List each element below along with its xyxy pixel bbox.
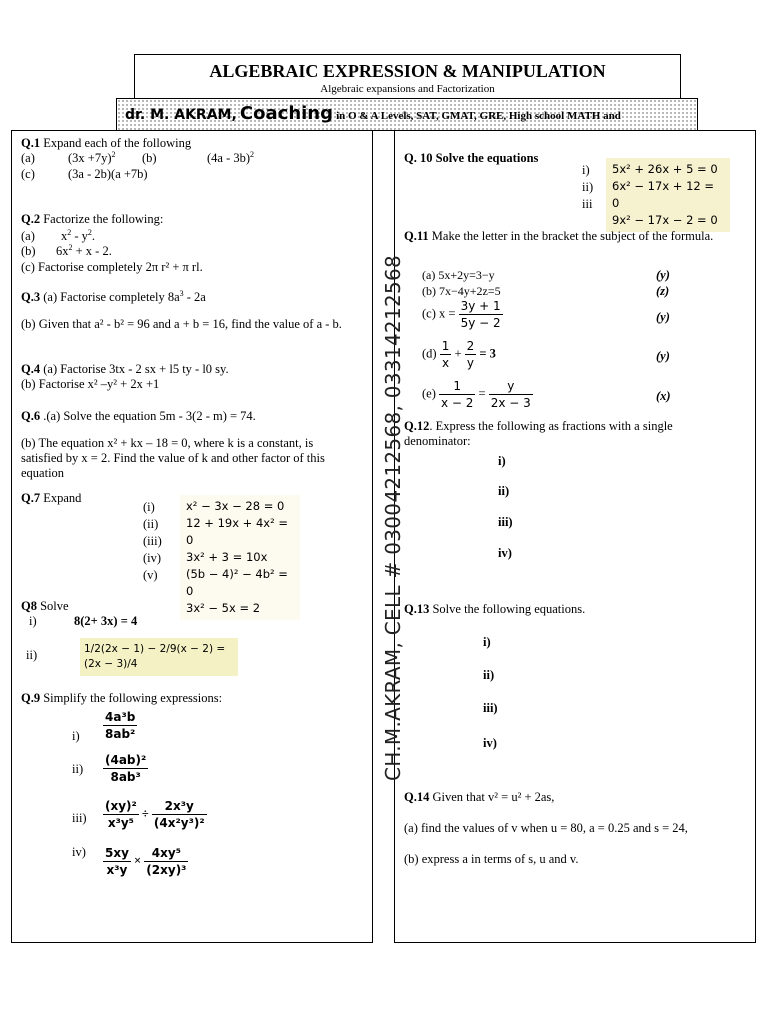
q2-c: (c) Factorise completely 2π r² + π rl. — [21, 260, 203, 274]
q10-equations — [606, 158, 730, 232]
q11-d-text: (d) — [422, 346, 440, 361]
q11-a-var: (y) — [656, 268, 670, 282]
q1-a-sup: 2 — [111, 149, 116, 159]
q2-b: $6x^2 + x - 2$. — [56, 242, 112, 258]
q13-item-iii: iii) — [483, 701, 498, 715]
q3-b: (b) Given that a² - b² = 96 and a + b = 16, find the value of a - b. — [21, 317, 342, 331]
q11-text: Make the letter in the bracket the subject of the formula. — [428, 229, 714, 243]
q10-item-label: iii — [582, 197, 593, 211]
q9-e4a-denominator: x³y — [106, 863, 128, 877]
q11-e-denominator-2: 2x − 3 — [490, 396, 531, 410]
question-10: Q. 10 Solve the equations — [404, 151, 539, 165]
q8-i: 8(2+ 3x) = 4 — [74, 614, 138, 628]
q10-equation: 5x² + 26x + 5 = 0 — [612, 162, 718, 176]
q11-d-denominator-2: y — [466, 356, 475, 370]
question-13 — [404, 602, 585, 617]
q7-item-label: (v) — [143, 568, 158, 582]
q11-c-var: (y) — [656, 310, 670, 324]
q2-b-label: (b) — [21, 244, 36, 258]
q14-label: Q.14 — [404, 790, 430, 804]
q11-e-numerator-2: y — [489, 378, 533, 395]
q7-item-label: (iii) — [143, 534, 162, 548]
page-title: ALGEBRAIC EXPRESSION & MANIPULATION — [209, 61, 606, 81]
q2-a: $x^2 - y^2$. — [61, 227, 96, 243]
coaching-label: Coaching — [239, 103, 333, 124]
q1-text: Expand each of the following — [40, 136, 192, 150]
q9-e4a-numerator: 5xy — [105, 846, 129, 860]
q14-b: (b) express a in terms of s, u and v. — [404, 852, 579, 866]
q11-c-denominator: 5y − 2 — [460, 316, 501, 330]
q13-text: Solve the following equations. — [429, 602, 586, 616]
q4-label: Q.4 — [21, 362, 41, 376]
q7-item-label: (ii) — [143, 517, 159, 531]
q9-expr-2 — [103, 752, 148, 785]
q6-b: (b) The equation x² + kx – 18 = 0, where k is a constant, is satisfied by x = 2. Find the value of k and other factor of this equation — [21, 436, 325, 480]
q11-a: (a) 5x+2y=3−y — [422, 268, 495, 282]
q9-e1-numerator: 4a³b — [105, 710, 136, 724]
q11-e-denominator-1: x − 2 — [441, 396, 474, 410]
q3-label: Q.3 — [21, 290, 41, 304]
q7-labels — [143, 499, 162, 584]
q12-item-iii: iii) — [498, 515, 513, 529]
question-14 — [404, 790, 554, 805]
q7-equation: 3x² − 5x = 2 — [186, 601, 261, 615]
q9-e1-denominator: 8ab² — [105, 727, 136, 741]
q11-d-operator: + — [454, 346, 462, 361]
q1-c-label: (c) — [21, 167, 35, 181]
q8-i-label: i) — [29, 614, 37, 628]
q7-equation: 3x² + 3 = 10x — [186, 550, 268, 564]
q12-item-iv: iv) — [498, 546, 512, 560]
q1-b — [207, 151, 254, 166]
q3-text2: - 2a — [183, 290, 206, 304]
question-3: Q.3 (a) Factorise completely $8a^3 - 2a$ — [21, 288, 206, 304]
q11-e-numerator-1: 1 — [439, 378, 475, 395]
q11-b-var: (z) — [656, 284, 670, 298]
q11-c — [422, 298, 503, 331]
q10-item-label: ii) — [582, 180, 594, 194]
q9-e2-numerator: (4ab)² — [105, 753, 147, 767]
q2-text: Factorize the following: — [40, 212, 164, 226]
q7-equation: 12 + 19x + 4x² = 0 — [186, 516, 288, 547]
q1-a-label: (a) — [21, 151, 35, 165]
q14-a: (a) find the values of v when u = 80, a = 0.25 and s = 24, — [404, 821, 688, 835]
q9-expr-3 — [103, 798, 207, 831]
q7-equation: x² − 3x − 28 = 0 — [186, 499, 285, 513]
q7-item-label: (iv) — [143, 551, 162, 565]
q11-e-operator: = — [478, 386, 486, 401]
question-6 — [21, 409, 361, 424]
q6-label: Q.6 — [21, 409, 41, 423]
q9-e2-denominator: 8ab³ — [110, 770, 141, 784]
q9-label: Q.9 — [21, 691, 41, 705]
q10-labels — [582, 162, 593, 213]
q9-e4-operator: × — [134, 853, 142, 868]
q11-c-numerator: 3y + 1 — [460, 299, 501, 313]
q1-b-label: (b) — [142, 151, 157, 165]
q14-text: Given that v² = u² + 2as, — [429, 790, 555, 804]
q8-text: Solve — [36, 599, 69, 613]
question-7 — [21, 491, 81, 506]
q12-label: Q.12 — [404, 419, 430, 433]
q10-item-label: i) — [582, 163, 590, 177]
q2-a-label: (a) — [21, 229, 35, 243]
q9-e4b-denominator: (2xy)³ — [146, 863, 187, 877]
q2-label: Q.2 — [21, 212, 41, 226]
q6-text: .(a) Solve the equation 5m - 3(2 - m) = 74. — [40, 409, 256, 423]
q11-d-numerator-2: 2 — [466, 339, 475, 353]
q8-label: Q8 — [21, 599, 37, 613]
q13-item-iv: iv) — [483, 736, 497, 750]
q9-iii-label: iii) — [72, 811, 87, 825]
q1-b-sup: 2 — [250, 149, 255, 159]
q9-iv-label: iv) — [72, 845, 86, 859]
q2-b-2: + x - 2. — [75, 244, 112, 258]
q9-e4b-numerator: 4xy⁵ — [144, 845, 188, 862]
q11-d-denominator-1: x — [441, 356, 450, 370]
q9-expr-1 — [103, 709, 137, 742]
q11-e-var: (x) — [656, 389, 671, 403]
q12-item-ii: ii) — [498, 484, 510, 498]
q9-text: Simplify the following expressions: — [40, 691, 223, 705]
q4-b: (b) Factorise x² –y² + 2x +1 — [21, 377, 160, 391]
q11-b: (b) 7x−4y+2z=5 — [422, 284, 501, 298]
q13-item-i: i) — [483, 635, 491, 649]
q1-b-text: (4a - 3b) — [207, 151, 251, 165]
q7-label: Q.7 — [21, 491, 41, 505]
question-8 — [21, 599, 69, 614]
q9-e3b-denominator: (4x²y³)² — [153, 816, 205, 830]
levels-text: in O & A Levels, SAT, GMAT, GRE, High school MATH and — [336, 110, 621, 122]
q11-e — [422, 378, 533, 411]
q12-text: . Express the following as fractions with a single denominator: — [404, 419, 673, 448]
q11-d-var: (y) — [656, 349, 670, 363]
side-contact-text: CH.M.AKRAM, CELL # 03004212568, 03314212568 — [381, 254, 405, 781]
q11-label: Q.11 — [404, 229, 429, 243]
q9-expr-4 — [103, 845, 188, 878]
q9-e3b-numerator: 2x³y — [152, 798, 207, 815]
page-subtitle: Algebraic expansions and Factorization — [320, 83, 495, 95]
question-2 — [21, 212, 163, 227]
coaching-banner — [116, 98, 698, 131]
q9-e3-operator: ÷ — [141, 806, 149, 821]
q12-item-i: i) — [498, 454, 506, 468]
q2-a-3: . — [91, 229, 96, 243]
q1-c: (3a - 2b)(a +7b) — [68, 167, 148, 181]
q9-i-label: i) — [72, 729, 80, 743]
q1-label: Q.1 — [21, 136, 41, 150]
q1-a-text: (3x +7y) — [68, 151, 112, 165]
q11-c-text: (c) x = — [422, 306, 459, 321]
question-1 — [21, 136, 361, 151]
q13-label: Q.13 — [404, 602, 430, 616]
question-12 — [404, 419, 734, 449]
q7-equations — [180, 495, 300, 620]
q11-d-numerator-1: 1 — [441, 339, 450, 353]
title-box — [134, 54, 681, 100]
q7-item-label: (i) — [143, 500, 155, 514]
q2-b-1: 6x — [56, 244, 69, 258]
q7-equation: (5b − 4)² − 4b² = 0 — [186, 567, 288, 598]
q10-equation: 6x² − 17x + 12 = 0 — [612, 179, 714, 210]
q1-a — [68, 151, 116, 166]
q7-text: Expand — [40, 491, 82, 505]
q9-e3a-numerator: (xy)² — [105, 799, 137, 813]
q2-a-1: x — [61, 229, 68, 243]
q8-ii-label: ii) — [26, 648, 38, 662]
q3-text: (a) Factorise completely 8a — [40, 290, 180, 304]
q11-d — [422, 338, 496, 371]
q10-equation: 9x² − 17x − 2 = 0 — [612, 213, 718, 227]
q11-e-text: (e) — [422, 386, 439, 401]
question-9 — [21, 691, 222, 706]
q8-ii-equation: 1/2(2x − 1) − 2/9(x − 2) = (2x − 3)/4 — [80, 638, 238, 676]
q13-item-ii: ii) — [483, 668, 495, 682]
q9-ii-label: ii) — [72, 762, 84, 776]
q4-text: (a) Factorise 3tx - 2 sx + l5 ty - l0 sy. — [40, 362, 229, 376]
author-name: dr. M. AKRAM, — [125, 107, 237, 123]
question-11 — [404, 229, 724, 244]
q2-a-2: - y — [74, 229, 88, 243]
question-4 — [21, 362, 361, 377]
q11-d-rhs: = 3 — [479, 346, 496, 361]
q9-e3a-denominator: x³y⁵ — [107, 816, 134, 830]
